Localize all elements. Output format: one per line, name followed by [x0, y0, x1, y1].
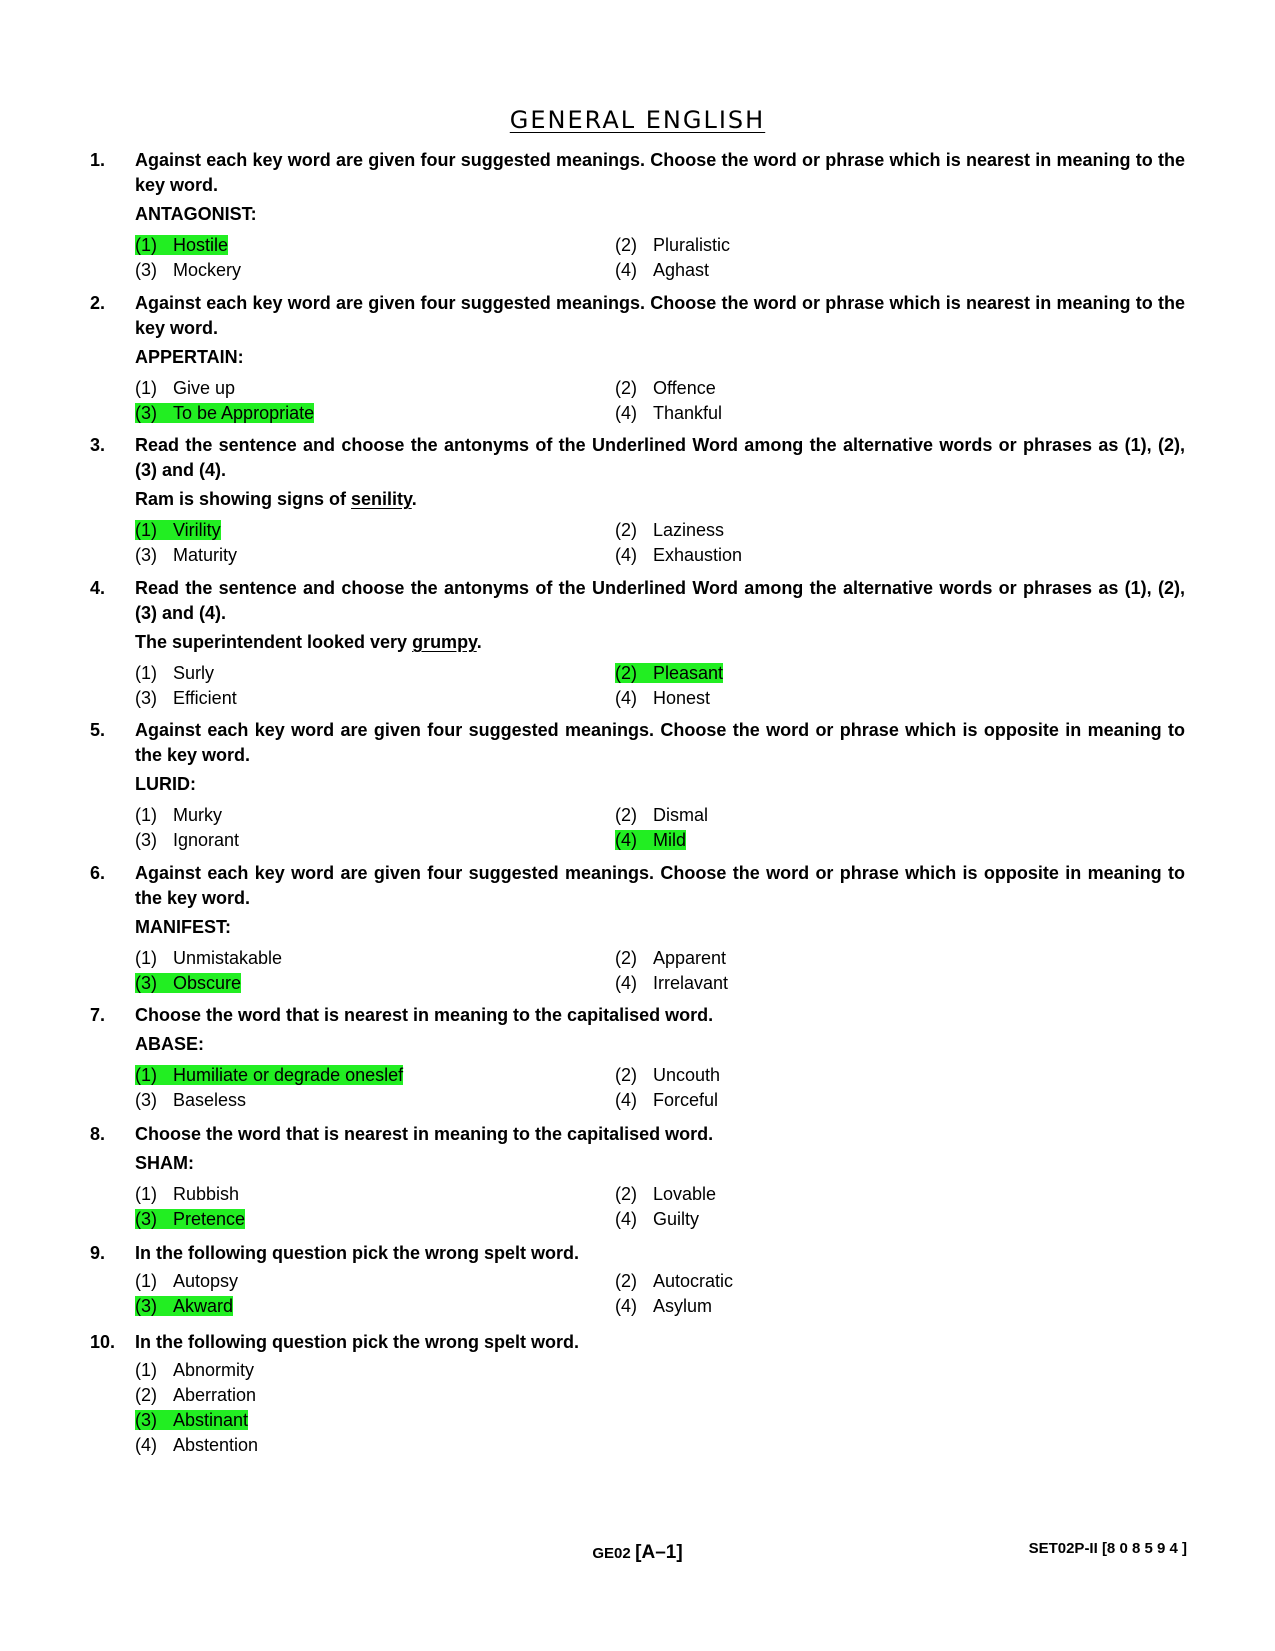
question-2	[90, 291, 1190, 426]
option-4[interactable]: (4) Mild	[615, 830, 687, 850]
question-text: Against each key word are given four suggested meanings. Choose the word or phrase which is nearest in meaning to the key word.	[135, 293, 1185, 338]
key-word: APPERTAIN:	[135, 347, 244, 367]
question-text: Choose the word that is nearest in meaning to the capitalised word.	[135, 1005, 714, 1025]
option-1[interactable]: (1) Give up	[135, 378, 236, 398]
question-text: Choose the word that is nearest in meaning to the capitalised word.	[135, 1124, 714, 1144]
key-sentence: Ram is showing signs of senility.	[135, 489, 417, 509]
option-2[interactable]: (2) Aberration	[135, 1385, 257, 1405]
option-2[interactable]: (2) Laziness	[615, 520, 725, 540]
option-4[interactable]: (4) Guilty	[615, 1209, 700, 1229]
question-number: 8.	[90, 1124, 106, 1144]
question-number: 7.	[90, 1005, 106, 1025]
option-4[interactable]: (4) Abstention	[135, 1435, 259, 1455]
question-text: Read the sentence and choose the antonyms of the Underlined Word among the alternative words or phrases as (1), (2), (3) and (4).	[135, 578, 1185, 623]
option-1[interactable]: (1) Autopsy	[135, 1271, 239, 1291]
option-2[interactable]: (2) Pleasant	[615, 663, 724, 683]
option-4[interactable]: (4) Asylum	[615, 1296, 713, 1316]
option-2[interactable]: (2) Pluralistic	[615, 235, 731, 255]
question-number: 1.	[90, 150, 106, 170]
question-text: Against each key word are given four suggested meanings. Choose the word or phrase which is opposite in meaning to the key word.	[135, 720, 1185, 765]
option-4[interactable]: (4) Thankful	[615, 403, 723, 423]
question-number: 9.	[90, 1243, 106, 1263]
option-2[interactable]: (2) Lovable	[615, 1184, 717, 1204]
key-word: SHAM:	[135, 1153, 194, 1173]
question-text: In the following question pick the wrong spelt word.	[135, 1243, 579, 1263]
question-9	[90, 1241, 1190, 1319]
question-text: In the following question pick the wrong spelt word.	[135, 1332, 579, 1352]
option-4[interactable]: (4) Exhaustion	[615, 545, 743, 565]
question-text: Against each key word are given four suggested meanings. Choose the word or phrase which is opposite in meaning to the key word.	[135, 863, 1185, 908]
question-text: Against each key word are given four suggested meanings. Choose the word or phrase which is nearest in meaning to the key word.	[135, 150, 1185, 195]
key-word: LURID:	[135, 774, 196, 794]
footer-code: GE02	[592, 1545, 631, 1562]
option-2[interactable]: (2) Apparent	[615, 948, 727, 968]
option-3[interactable]: (3) Abstinant	[135, 1410, 249, 1430]
question-10	[90, 1330, 1190, 1458]
option-3[interactable]: (3) Akward	[135, 1296, 234, 1316]
question-number: 6.	[90, 863, 106, 883]
option-3[interactable]: (3) Obscure	[135, 973, 242, 993]
option-4[interactable]: (4) Forceful	[615, 1090, 719, 1110]
option-3[interactable]: (3) To be Appropriate	[135, 403, 315, 423]
page-title: GENERAL ENGLISH	[509, 106, 766, 134]
option-2[interactable]: (2) Offence	[615, 378, 716, 398]
footer-set-code: SET02P-II [8 0 8 5 9 4 ]	[1028, 1540, 1187, 1557]
question-number: 5.	[90, 720, 106, 740]
key-word: ABASE:	[135, 1034, 205, 1054]
question-4	[90, 576, 1190, 711]
question-8	[90, 1122, 1190, 1232]
option-4[interactable]: (4) Aghast	[615, 260, 710, 280]
option-2[interactable]: (2) Autocratic	[615, 1271, 734, 1291]
question-number: 4.	[90, 578, 106, 598]
question-7	[90, 1003, 1190, 1113]
option-2[interactable]: (2) Dismal	[615, 805, 709, 825]
option-1[interactable]: (1) Rubbish	[135, 1184, 240, 1204]
underlined-word: grumpy	[412, 632, 477, 652]
option-1[interactable]: (1) Abnormity	[135, 1360, 255, 1380]
option-1[interactable]: (1) Hostile	[135, 235, 229, 255]
option-3[interactable]: (3) Maturity	[135, 545, 238, 565]
underlined-word: senility	[351, 489, 412, 509]
key-word: MANIFEST:	[135, 917, 231, 937]
option-2[interactable]: (2) Uncouth	[615, 1065, 721, 1085]
option-3[interactable]: (3) Baseless	[135, 1090, 247, 1110]
option-1[interactable]: (1) Surly	[135, 663, 215, 683]
question-number: 10.	[90, 1332, 116, 1352]
question-text: Read the sentence and choose the antonyms of the Underlined Word among the alternative words or phrases as (1), (2), (3) and (4).	[135, 435, 1185, 480]
option-1[interactable]: (1) Murky	[135, 805, 222, 825]
question-number: 2.	[90, 293, 106, 313]
option-1[interactable]: (1) Virility	[135, 520, 221, 540]
question-5	[90, 718, 1190, 853]
option-4[interactable]: (4) Irrelavant	[615, 973, 729, 993]
key-word: ANTAGONIST:	[135, 204, 257, 224]
option-1[interactable]: (1) Unmistakable	[135, 948, 283, 968]
footer-page-number: [A–1]	[635, 1542, 683, 1563]
key-sentence: The superintendent looked very grumpy.	[135, 632, 482, 652]
option-3[interactable]: (3) Efficient	[135, 688, 237, 708]
option-3[interactable]: (3) Mockery	[135, 260, 242, 280]
question-6	[90, 861, 1190, 996]
option-3[interactable]: (3) Ignorant	[135, 830, 240, 850]
question-3	[90, 433, 1190, 568]
option-1[interactable]: (1) Humiliate or degrade oneslef	[135, 1065, 404, 1085]
question-1	[90, 148, 1190, 283]
option-3[interactable]: (3) Pretence	[135, 1209, 246, 1229]
option-4[interactable]: (4) Honest	[615, 688, 711, 708]
question-number: 3.	[90, 435, 106, 455]
